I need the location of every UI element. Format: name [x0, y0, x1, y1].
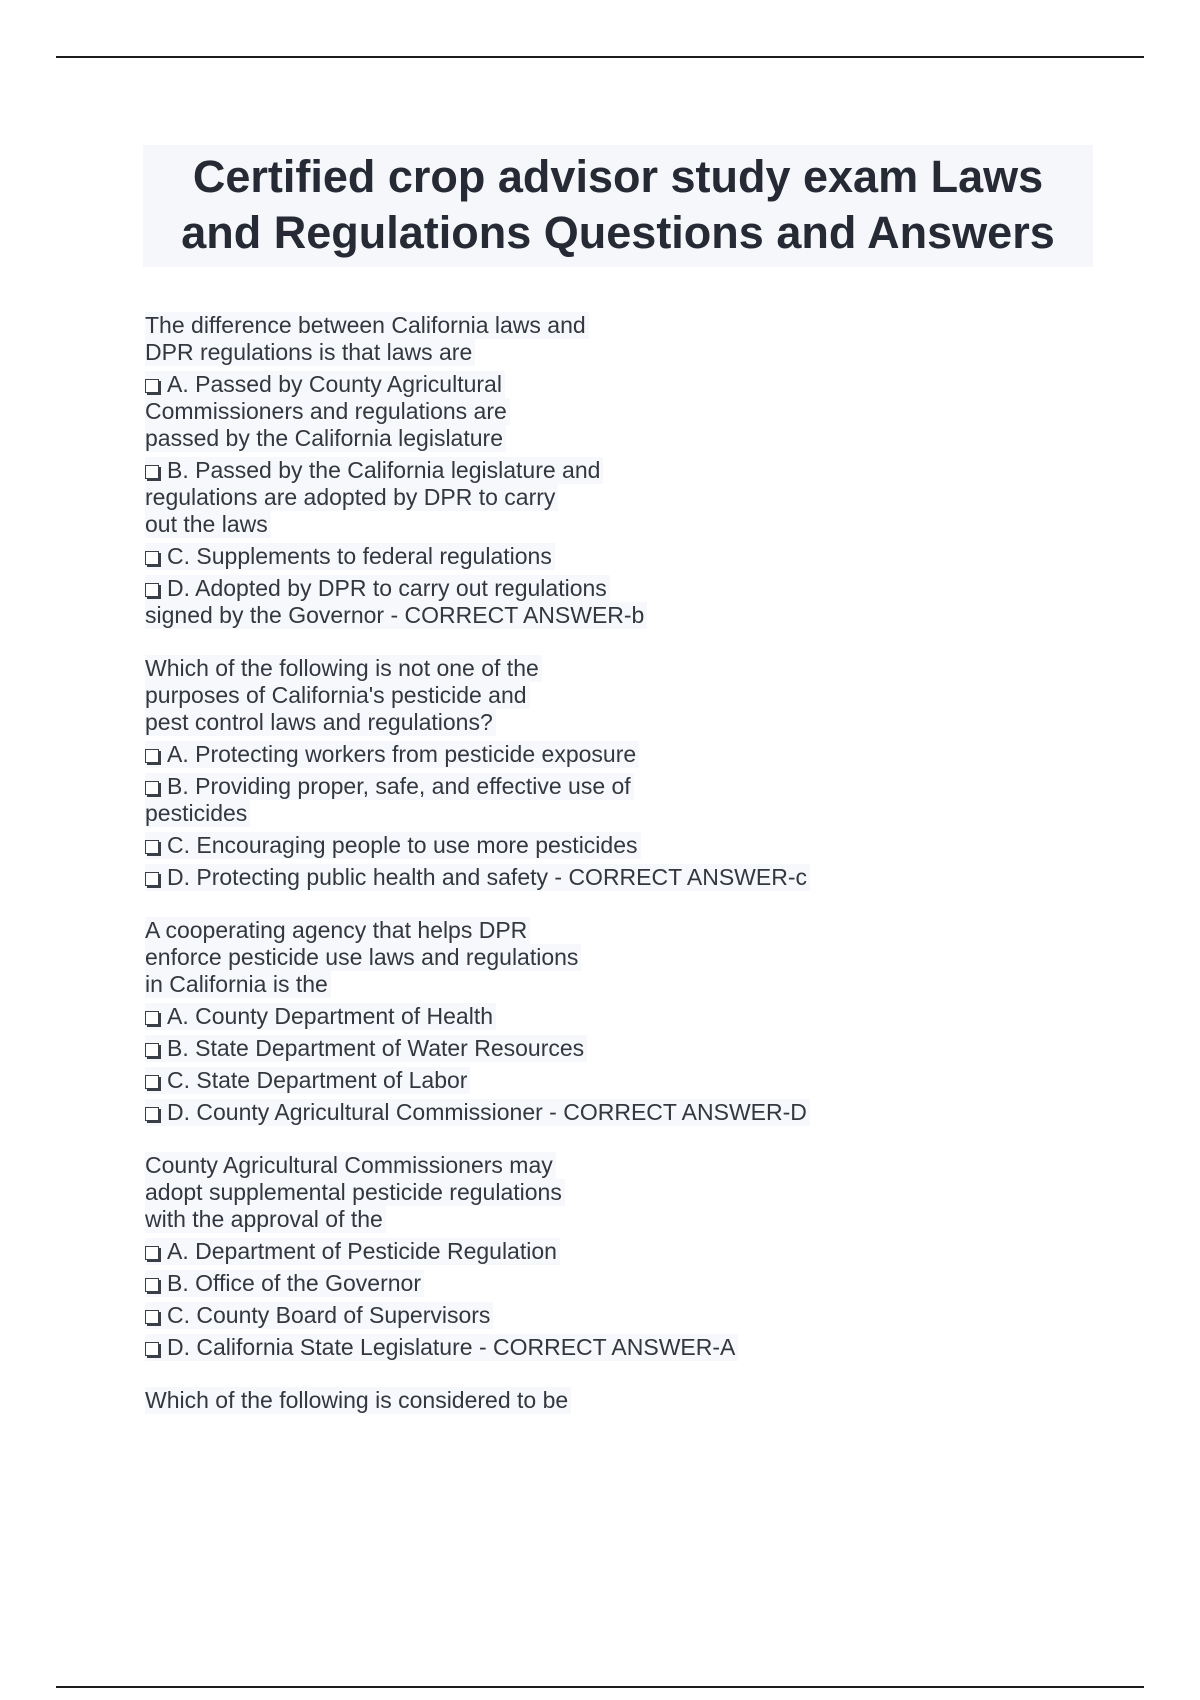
answer-option-line: Commissioners and regulations are: [145, 398, 510, 425]
answer-option-line: [145, 864, 810, 891]
top-rule: [56, 56, 1144, 58]
answer-option-line: [145, 741, 639, 768]
answer-option-line: regulations are adopted by DPR to carry: [145, 484, 558, 511]
answer-option: [145, 741, 1145, 768]
answer-option-text: A. Department of Pesticide Regulation: [167, 1238, 557, 1264]
answer-option-text: A. County Department of Health: [167, 1003, 493, 1029]
question-stem-line: DPR regulations is that laws are: [145, 339, 475, 366]
question-stem-line: County Agricultural Commissioners may: [145, 1152, 556, 1179]
answer-option-line: [145, 1302, 493, 1329]
answer-option: [145, 543, 1145, 570]
answer-option: [145, 864, 1145, 891]
checkbox-icon: [145, 1011, 159, 1025]
title-line: and Regulations Questions and Answers: [181, 207, 1055, 258]
answer-option-line: [145, 1067, 470, 1094]
checkbox-icon: [145, 749, 159, 763]
answer-option-text: B. Passed by the California legislature and: [167, 457, 601, 483]
question-stem-line: Which of the following is not one of the: [145, 655, 542, 682]
answer-option-line: out the laws: [145, 511, 271, 538]
answer-option: [145, 457, 1145, 538]
answer-option-text: A. Protecting workers from pesticide exposure: [167, 741, 637, 767]
question-stem-line: adopt supplemental pesticide regulations: [145, 1179, 565, 1206]
checkbox-icon: [145, 1342, 159, 1356]
question: [145, 655, 1145, 891]
checkbox-icon: [145, 872, 159, 886]
question-stem: [145, 1152, 1145, 1233]
answer-option-line: [145, 832, 641, 859]
document-title: [143, 145, 1093, 267]
answer-option-text: B. Office of the Governor: [167, 1270, 421, 1296]
checkbox-icon: [145, 1043, 159, 1057]
answer-option-line: [145, 773, 634, 800]
question-stem: [145, 312, 1145, 366]
checkbox-icon: [145, 1310, 159, 1324]
answer-option-text: D. County Agricultural Commissioner - CORRECT ANSWER-D: [167, 1099, 807, 1125]
checkbox-icon: [145, 583, 159, 597]
answer-option-line: [145, 543, 555, 570]
answer-option-text: C. State Department of Labor: [167, 1067, 468, 1093]
answer-option: [145, 832, 1145, 859]
question: [145, 917, 1145, 1126]
bottom-rule: [56, 1686, 1144, 1688]
answer-option: [145, 1067, 1145, 1094]
answer-option: [145, 1302, 1145, 1329]
answer-option-text: D. California State Legislature - CORRECT ANSWER-A: [167, 1334, 736, 1360]
answer-option-text: B. State Department of Water Resources: [167, 1035, 585, 1061]
question-stem-line: pest control laws and regulations?: [145, 709, 496, 736]
answer-option: [145, 1270, 1145, 1297]
checkbox-icon: [145, 551, 159, 565]
question-stem-line: The difference between California laws and: [145, 312, 589, 339]
checkbox-icon: [145, 379, 159, 393]
answer-option-line: passed by the California legislature: [145, 425, 506, 452]
answer-option-line: [145, 457, 603, 484]
checkbox-icon: [145, 1075, 159, 1089]
answer-option-line: [145, 575, 610, 602]
title-line: Certified crop advisor study exam Laws: [192, 151, 1044, 202]
answer-option: [145, 1035, 1145, 1062]
answer-option-text: C. Supplements to federal regulations: [167, 543, 552, 569]
answer-option: [145, 1334, 1145, 1361]
answer-option: [145, 371, 1145, 452]
answer-option-text: D. Adopted by DPR to carry out regulations: [167, 575, 607, 601]
question-stem-line: enforce pesticide use laws and regulations: [145, 944, 581, 971]
question-stem: [145, 655, 1145, 736]
question-stem-line: A cooperating agency that helps DPR: [145, 917, 530, 944]
answer-option-line: [145, 1238, 560, 1265]
checkbox-icon: [145, 840, 159, 854]
checkbox-icon: [145, 1278, 159, 1292]
answer-option-line: signed by the Governor - CORRECT ANSWER-b: [145, 602, 647, 629]
question-stem-line: Which of the following is considered to be: [145, 1387, 571, 1414]
checkbox-icon: [145, 1107, 159, 1121]
answer-option-text: A. Passed by County Agricultural: [167, 371, 502, 397]
answer-option-line: [145, 1334, 738, 1361]
question-stem-line: purposes of California's pesticide and: [145, 682, 530, 709]
answer-option-line: [145, 1035, 587, 1062]
answer-option-line: [145, 1270, 424, 1297]
checkbox-icon: [145, 781, 159, 795]
question: [145, 1387, 1145, 1414]
question-stem: [145, 1387, 1145, 1414]
checkbox-icon: [145, 465, 159, 479]
question-stem-line: with the approval of the: [145, 1206, 386, 1233]
answer-option: [145, 575, 1145, 629]
answer-option-text: D. Protecting public health and safety - CORRECT ANSWER-c: [167, 864, 807, 890]
answer-option-text: C. County Board of Supervisors: [167, 1302, 491, 1328]
checkbox-icon: [145, 1246, 159, 1260]
answer-option: [145, 1003, 1145, 1030]
question-list: [145, 312, 1145, 1440]
answer-option: [145, 1238, 1145, 1265]
answer-option-text: B. Providing proper, safe, and effective use of: [167, 773, 631, 799]
answer-option-line: pesticides: [145, 800, 250, 827]
question-stem-line: in California is the: [145, 971, 331, 998]
answer-option-text: C. Encouraging people to use more pesticides: [167, 832, 638, 858]
question: [145, 1152, 1145, 1361]
answer-option-line: [145, 1099, 810, 1126]
question-stem: [145, 917, 1145, 998]
answer-option-line: [145, 371, 505, 398]
answer-option-line: [145, 1003, 496, 1030]
answer-option: [145, 773, 1145, 827]
answer-option: [145, 1099, 1145, 1126]
question: [145, 312, 1145, 629]
